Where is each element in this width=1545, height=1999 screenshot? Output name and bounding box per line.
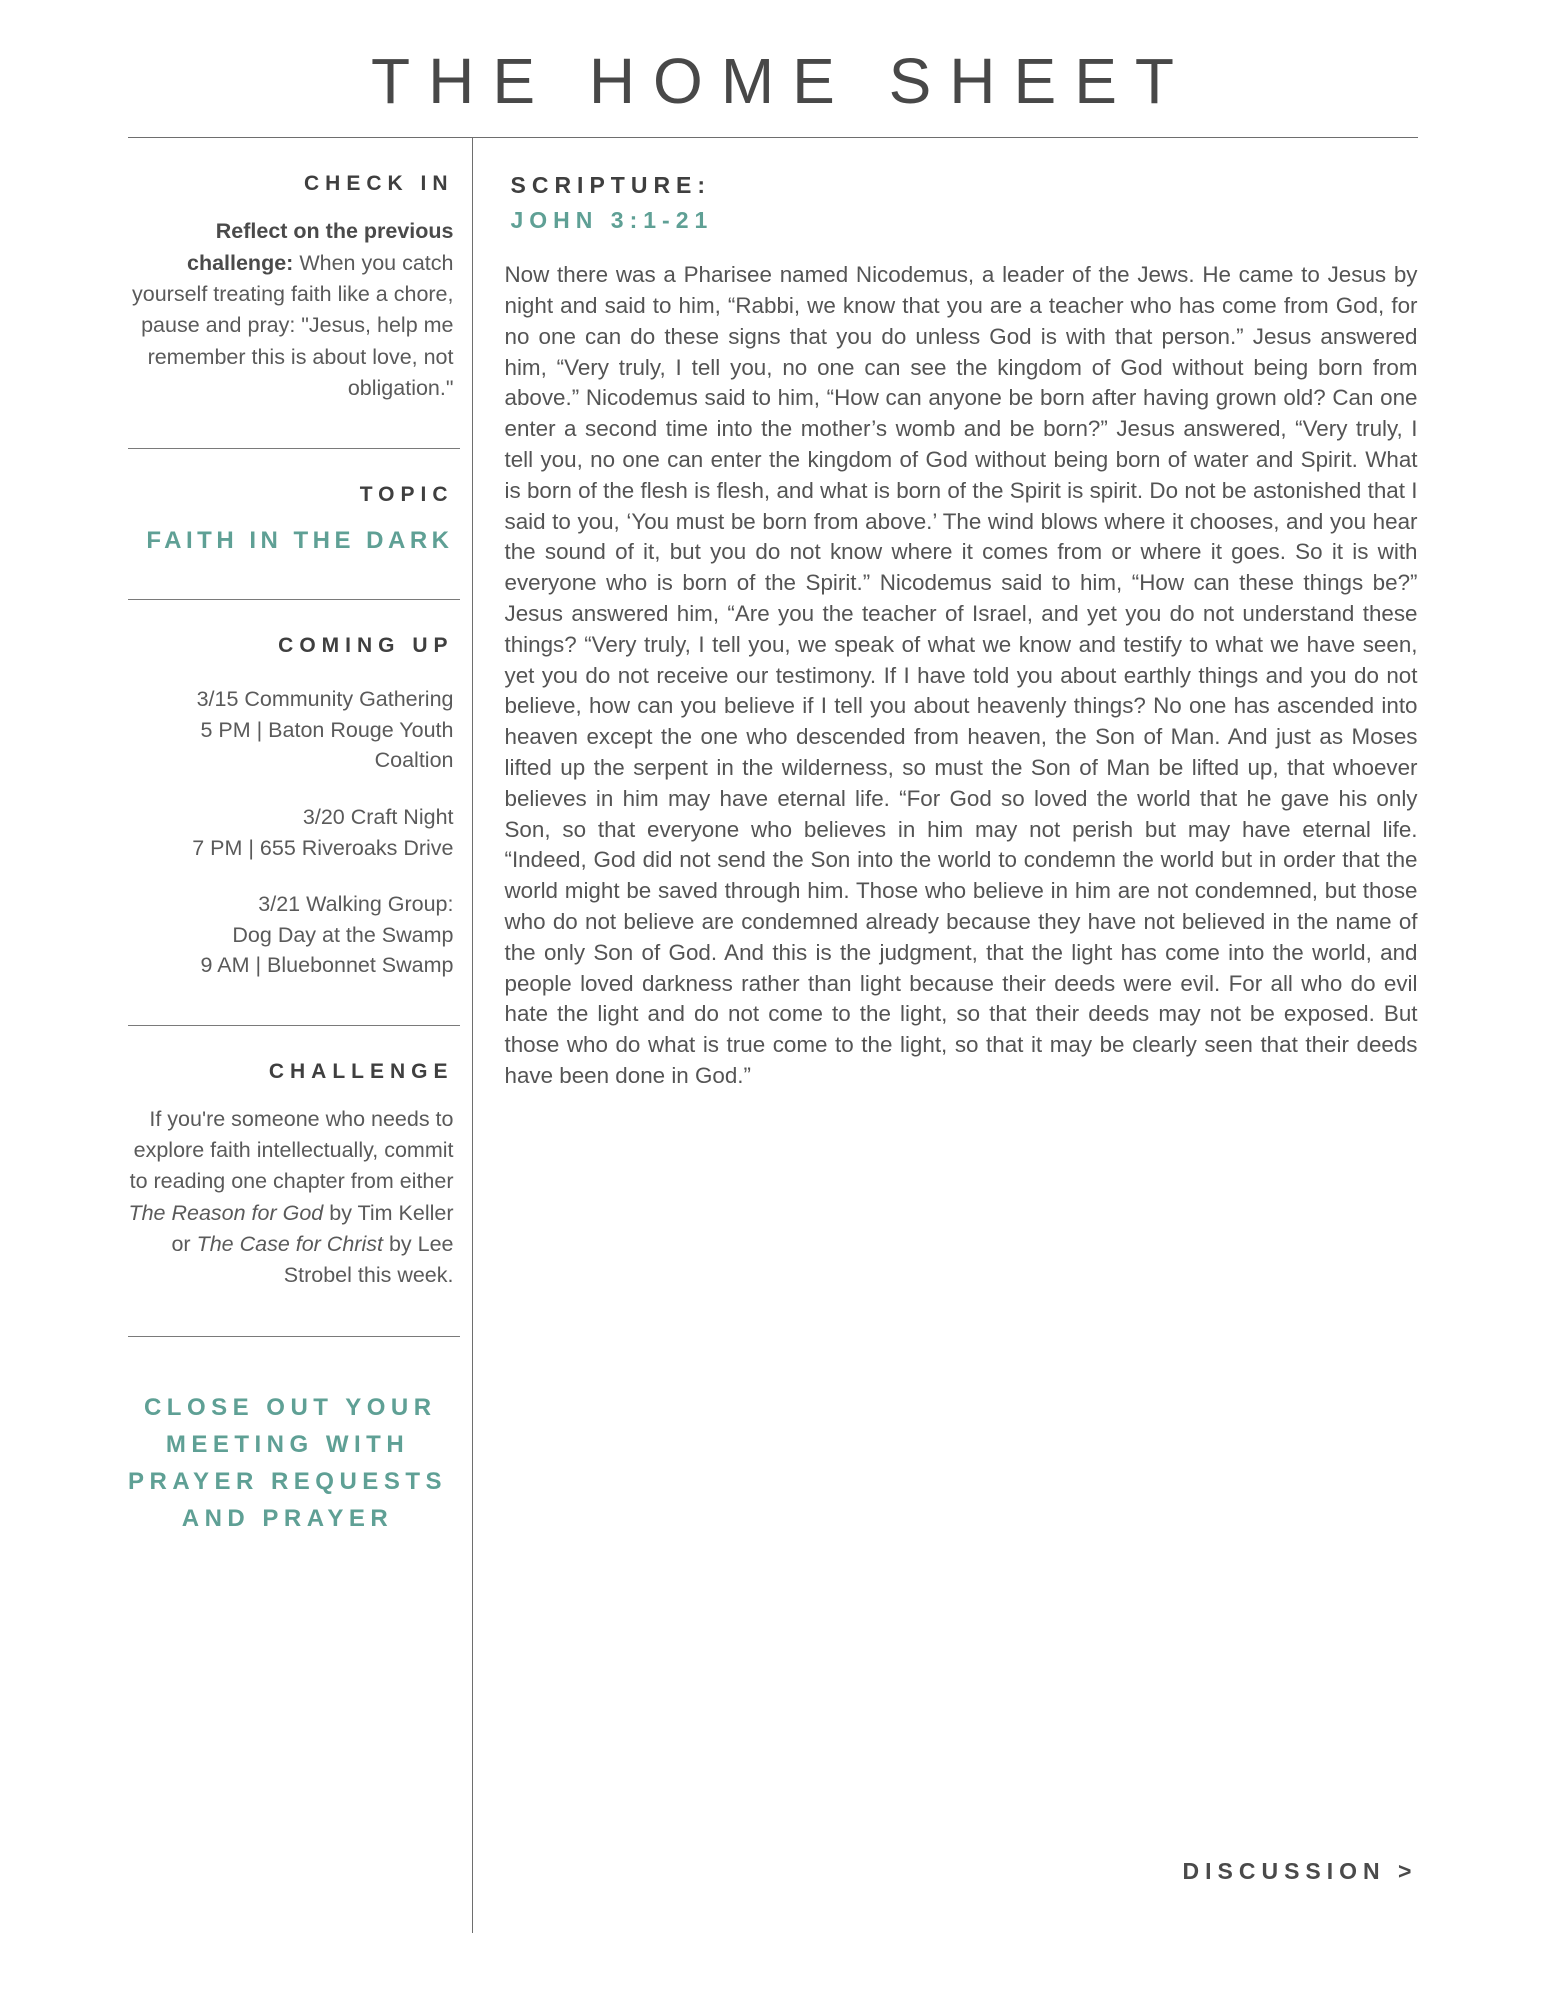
scripture-reference: JOHN 3:1-21: [510, 207, 714, 234]
content-columns: [128, 138, 1418, 1933]
event-details: 5 PM | Baton Rouge Youth Coaltion: [200, 717, 454, 773]
challenge-body: [128, 1104, 454, 1292]
challenge-book-title-1: The Reason for God: [128, 1200, 324, 1225]
event-item: [128, 802, 454, 863]
page-title-wrap: [0, 0, 1545, 137]
section-divider-2: [128, 599, 460, 600]
topic-value: FAITH IN THE DARK: [146, 527, 454, 555]
check-in-body: [128, 216, 454, 404]
section-heading-coming-up: COMING UP: [278, 634, 454, 658]
discussion-link[interactable]: DISCUSSION >: [1182, 1858, 1418, 1885]
check-in-prompt-label: Reflect on the previous challenge: [186, 219, 454, 275]
event-title: 3/21 Walking Group:: [258, 892, 454, 917]
event-subtitle: Dog Day at the Swamp: [232, 922, 454, 947]
scripture-passage-text: Now there was a Pharisee named Nicodemus, a leader of the Jews. He came to Jesus by night and said to him, “Rabbi, we know that you are a teacher who has come from God, for no one can do these signs that you do unless God is with that person.” Jesus answered him, “Very truly, I tell you, no one can see the kingdom of God without being born from above.” Nicodemus said to him, “How can anyone be born after having grown old? Can one enter a second time into the mother’s womb and be born?” Jesus answered, “Very truly, I tell you, no one can enter the kingdom of God without being born of water and Spirit. What is born of the flesh is flesh, and what is born of the Spirit is spirit. Do not be astonished that I said to you, ‘You must be born from above.’ The wind blows where it chooses, and you hear the sound of it, but you do not know where it comes from or where it goes. So it is with everyone who is born of the Spirit.” Nicodemus said to him, “How can these things be?” Jesus answered him, “Are you the teacher of Israel, and yet you do not understand these things? “Very truly, I tell you, we speak of what we know and testify to what we have seen, yet you do not receive our testimony. If I have told you about earthly things and you do not believe, how can you believe if I tell you about heavenly things? No one has ascended into heaven except the one who descended from heaven, the Son of Man. And just as Moses lifted up the serpent in the wilderness, so must the Son of Man be lifted up, that whoever believes in him may have eternal life. “For God so loved the world that he gave his only Son, so that everyone who believes in him may not perish but may have eternal life. “Indeed, God did not send the Son into the world to condemn the world but in order that the world might be saved through him. Those who believe in him are not condemned, but those who do not believe are condemned already because they have not believed in the name of the only Son of God. And this is the judgment, that the light has come into the world, and people loved darkness rather than light because their deeds were evil. For all who do evil hate the light and do not come to the light, so that their deeds may not be exposed. But those who do what is true come to the light, so that it may be clearly seen that their deeds have been done in God.”: [504, 262, 1418, 1088]
section-divider-1: [128, 448, 460, 449]
event-details: 7 PM | 655 Riveroaks Drive: [192, 835, 454, 860]
page-title: THE HOME SHEET: [371, 45, 1192, 117]
challenge-book-title-2: The Case for Christ: [196, 1232, 383, 1257]
event-title: 3/15 Community Gathering: [196, 687, 454, 712]
section-heading-challenge: CHALLENGE: [268, 1059, 454, 1083]
section-heading-topic: TOPIC: [359, 483, 454, 507]
right-column: [473, 138, 1418, 1933]
event-details: 9 AM | Bluebonnet Swamp: [200, 953, 454, 978]
challenge-text-3: by Lee Strobel this week.: [283, 1232, 454, 1288]
event-item: [128, 889, 454, 981]
closing-call-to-action: CLOSE OUT YOUR MEETING WITH PRAYER REQUESTS AND PRAYER: [127, 1393, 447, 1533]
coming-up-list: [128, 684, 454, 980]
section-divider-4: [128, 1336, 460, 1337]
check-in-prompt-colon: :: [286, 250, 294, 275]
challenge-text-2: by Tim Keller or: [171, 1200, 454, 1257]
left-column: [128, 138, 473, 1933]
section-divider-3: [128, 1025, 460, 1026]
check-in-text: When you catch yourself treating faith like a chore, pause and pray: "Jesus, help me remember this is about love, not obligation.": [132, 250, 454, 401]
event-item: [128, 684, 454, 776]
event-title: 3/20 Craft Night: [302, 804, 454, 829]
section-heading-check-in: CHECK IN: [303, 172, 454, 196]
challenge-text-1: If you're someone who needs to explore faith intellectually, commit to reading one chapter from either: [129, 1106, 454, 1194]
scripture-label: SCRIPTURE:: [510, 172, 712, 199]
